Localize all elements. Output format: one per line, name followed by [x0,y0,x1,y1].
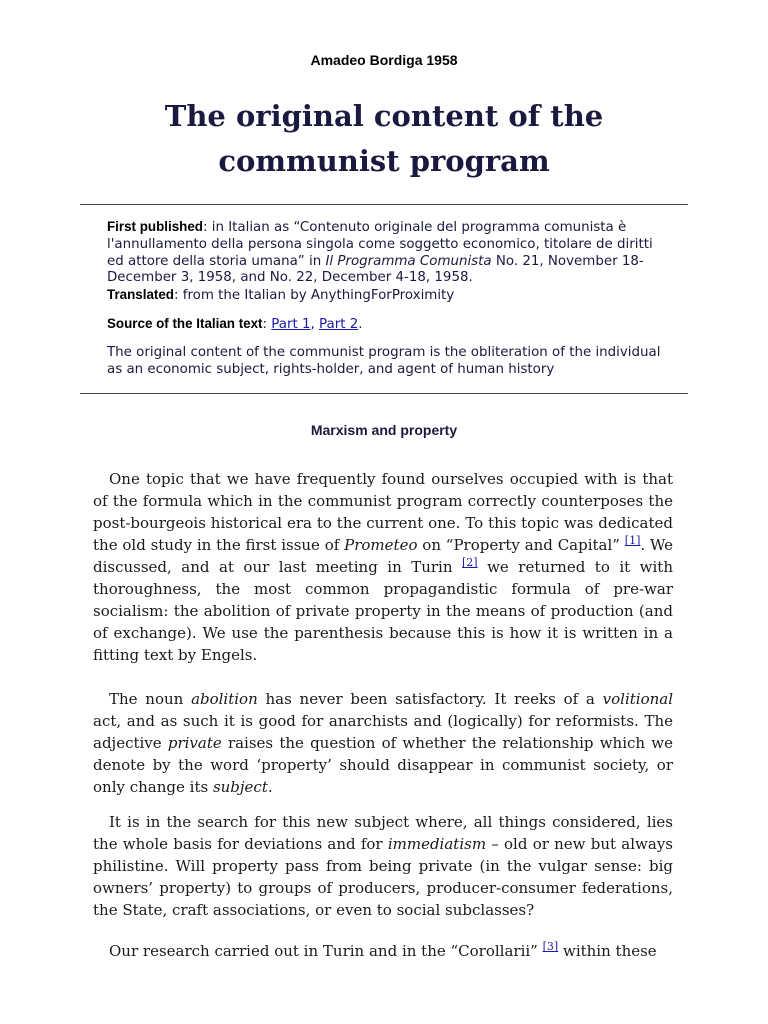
p1-text-c: . We discussed, and at our last meeting in Turin [93,536,674,576]
paragraph-3 [93,811,673,921]
bottom-divider [80,393,688,394]
p4-text-b: within these [558,942,657,960]
source-separator: : [262,317,272,332]
top-divider [80,204,688,205]
translated-label: Translated [107,287,174,303]
title-line-1: The original content of the [164,99,604,133]
footnote-3-link[interactable]: [3] [542,940,559,953]
author-line: Amadeo Bordiga 1958 [310,52,458,68]
p2-private: private [167,734,222,752]
p2-text-e: . [267,778,273,796]
p2-text-a: The noun [109,690,192,708]
p1-text-b: on “Property and Capital” [417,536,625,554]
p1-text-a: One topic that we have frequently found ourselves occupied with is that of the formula which in the communist program correctly counterposes the post-bourgeois historical era to the current one. To this topic was dedicated the old study in the first issue of [93,470,673,554]
translated-text: : from the Italian by AnythingForProximity [173,288,455,304]
first-published-issues: No. 21, November 18-December 3, 1958, and No. 22, December 4-18, 1958. [107,253,644,286]
p2-volitional: volitional [602,690,673,708]
journal-name: Il Programma Comunista [325,253,492,269]
p1-prometeo: Prometeo [344,536,418,554]
p2-text-b: has never been satisfactory. It reeks of a [257,690,603,708]
link-period: . [358,317,363,332]
paragraph-1 [93,468,673,666]
paragraph-2 [93,688,673,798]
p4-text-a: Our research carried out in Turin and in the “Corollarii” [109,942,543,960]
p2-text-d: raises the question of whether the relationship which we denote by the word ‘property’ should disappear in communist society, or only change its [93,734,673,796]
p1-text-d: we returned to it with thoroughness, the most common propagandistic formula of pre-war socialism: the abolition of private property in the means of production (and of exchange). We use the parenthesis because this is how it is written in a fitting text by Engels. [93,558,673,664]
p2-abolition: abolition [191,690,258,708]
p3-text-a: It is in the search for this new subject where, all things considered, lies the whole basis for deviations and for [93,813,673,853]
p2-subject: subject [212,778,268,796]
source-info [107,316,667,334]
link-comma: , [310,317,320,332]
part-1-link[interactable]: Part 1 [271,317,311,332]
summary-text: The original content of the communist program is the obliteration of the individual as an economic subject, rights-holder, and agent of human history [107,345,661,377]
first-published-label: First published [107,219,203,234]
part-2-link[interactable]: Part 2 [319,317,359,332]
footnote-2-link[interactable]: [2] [462,556,478,569]
publication-info [107,219,667,305]
p2-text-c: act, and as such it is good for anarchists and (logically) for reformists. The adjective [93,712,673,752]
section-heading: Marxism and property [310,422,458,438]
p3-text-b: – old or new but always philistine. Will property pass from being private (in the vulgar sense: big owners’ property) to groups of producers, producer-consumer federations, the State, craft associations, or even to social subclasses? [93,835,673,919]
p3-immediatism: immediatism [387,835,487,853]
page-title [0,94,768,184]
title-line-2: communist program [218,144,550,178]
paragraph-4 [93,940,673,962]
footnote-1-link[interactable]: [1] [624,534,641,547]
first-published-text: : in Italian as “Contenuto originale del programma comunista è l'annullamento della persona singola come soggetto economico, titolare de diritti ed attore della storia umana” in [107,220,653,269]
source-label: Source of the Italian text [107,316,263,331]
